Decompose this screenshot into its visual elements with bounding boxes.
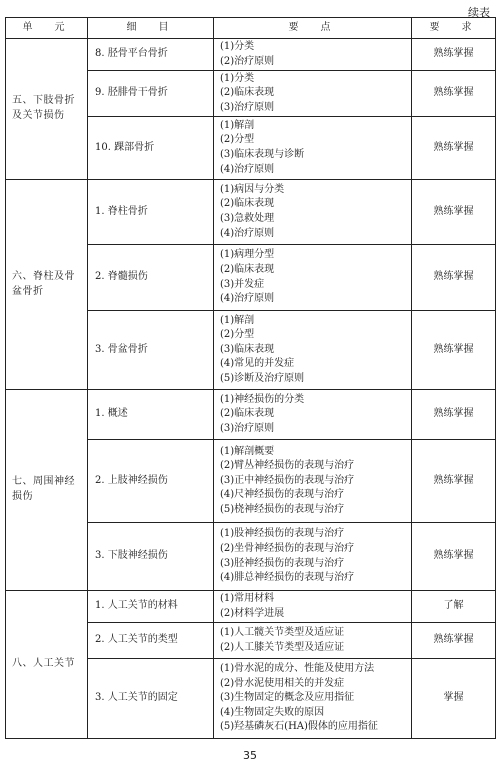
point-line: (3)治疗原则 xyxy=(220,101,275,113)
point-line: (4)生物固定失败的原因 xyxy=(220,706,325,718)
points-cell xyxy=(214,440,412,523)
item-cell: 9. 胫腓骨干骨折 xyxy=(88,71,214,117)
table-row xyxy=(6,39,496,71)
point-line: (3)临床表现 xyxy=(220,343,275,355)
header-item: 细 目 xyxy=(88,18,214,39)
point-line: (2)临床表现 xyxy=(220,87,275,99)
syllabus-table xyxy=(5,17,496,739)
point-line: (2)分型 xyxy=(220,134,255,146)
requirement-cell: 掌握 xyxy=(412,659,496,739)
point-line: (1)解剖 xyxy=(220,119,255,131)
requirement-cell: 熟练掌握 xyxy=(412,117,496,180)
item-cell: 3. 下肢神经损伤 xyxy=(88,523,214,591)
point-line: (2)临床表现 xyxy=(220,198,275,210)
requirement-cell: 熟练掌握 xyxy=(412,440,496,523)
point-line: (2)治疗原则 xyxy=(220,55,275,67)
item-cell: 10. 踝部骨折 xyxy=(88,117,214,180)
requirement-cell: 熟练掌握 xyxy=(412,523,496,591)
point-line: (2)分型 xyxy=(220,329,255,341)
point-line: (1)神经损伤的分类 xyxy=(220,393,305,405)
item-cell: 1. 概述 xyxy=(88,390,214,440)
point-line: (3)胫神经损伤的表现与治疗 xyxy=(220,557,345,569)
requirement-cell: 了解 xyxy=(412,591,496,623)
points-cell xyxy=(214,623,412,659)
point-line: (2)坐骨神经损伤的表现与治疗 xyxy=(220,542,355,554)
table-row xyxy=(6,390,496,440)
point-line: (1)股神经损伤的表现与治疗 xyxy=(220,528,345,540)
points-cell xyxy=(214,311,412,390)
requirement-cell: 熟练掌握 xyxy=(412,245,496,311)
points-cell xyxy=(214,659,412,739)
point-line: (1)骨水泥的成分、性能及使用方法 xyxy=(220,663,375,675)
requirement-cell: 熟练掌握 xyxy=(412,180,496,245)
table-body xyxy=(6,39,496,739)
item-cell: 3. 骨盆骨折 xyxy=(88,311,214,390)
unit-cell: 五、下肢骨折及关节损伤 xyxy=(6,39,88,180)
item-cell: 2. 脊髓损伤 xyxy=(88,245,214,311)
point-line: (4)尺神经损伤的表现与治疗 xyxy=(220,489,345,501)
point-line: (2)骨水泥使用相关的并发症 xyxy=(220,677,345,689)
point-line: (1)病因与分类 xyxy=(220,183,285,195)
point-line: (4)治疗原则 xyxy=(220,227,275,239)
header-requirement: 要 求 xyxy=(412,18,496,39)
point-line: (4)治疗原则 xyxy=(220,293,275,305)
point-line: (2)臂丛神经损伤的表现与治疗 xyxy=(220,460,355,472)
item-cell: 2. 人工关节的类型 xyxy=(88,623,214,659)
point-line: (2)人工膝关节类型及适应证 xyxy=(220,641,345,653)
point-line: (5)诊断及治疗原则 xyxy=(220,372,305,384)
point-line: (1)分类 xyxy=(220,72,255,84)
item-cell: 3. 人工关节的固定 xyxy=(88,659,214,739)
unit-cell: 七、周围神经损伤 xyxy=(6,390,88,591)
item-cell: 8. 胫骨平台骨折 xyxy=(88,39,214,71)
requirement-cell: 熟练掌握 xyxy=(412,39,496,71)
point-line: (3)正中神经损伤的表现与治疗 xyxy=(220,474,355,486)
point-line: (4)常见的并发症 xyxy=(220,358,295,370)
point-line: (1)解剖概要 xyxy=(220,445,275,457)
header-points: 要 点 xyxy=(214,18,412,39)
points-cell xyxy=(214,245,412,311)
point-line: (1)病理分型 xyxy=(220,249,275,261)
points-cell xyxy=(214,71,412,117)
point-line: (5)桡神经损伤的表现与治疗 xyxy=(220,503,345,515)
point-line: (3)临床表现与诊断 xyxy=(220,149,305,160)
requirement-cell: 熟练掌握 xyxy=(412,71,496,117)
continued-label: 续表 xyxy=(468,6,490,19)
points-cell xyxy=(214,390,412,440)
points-cell xyxy=(214,591,412,623)
point-line: (1)常用材料 xyxy=(220,592,275,604)
point-line: (4)治疗原则 xyxy=(220,163,275,175)
point-line: (3)生物固定的概念及应用指征 xyxy=(220,692,355,704)
point-line: (1)解剖 xyxy=(220,314,255,326)
point-line: (4)腓总神经损伤的表现与治疗 xyxy=(220,572,355,584)
points-cell xyxy=(214,180,412,245)
item-cell: 1. 人工关节的材料 xyxy=(88,591,214,623)
item-cell: 1. 脊柱骨折 xyxy=(88,180,214,245)
points-cell xyxy=(214,117,412,180)
points-cell xyxy=(214,523,412,591)
point-line: (5)羟基磷灰石(HA)假体的应用指征 xyxy=(220,721,378,733)
table-header xyxy=(6,18,496,39)
point-line: (3)急救处理 xyxy=(220,213,275,224)
points-cell xyxy=(214,39,412,71)
table-row xyxy=(6,180,496,245)
point-line: (2)临床表现 xyxy=(220,408,275,420)
point-line: (1)人工髋关节类型及适应证 xyxy=(220,626,345,638)
unit-cell: 六、脊柱及骨盆骨折 xyxy=(6,180,88,390)
point-line: (1)分类 xyxy=(220,40,255,52)
point-line: (3)治疗原则 xyxy=(220,422,275,434)
page-number: 35 xyxy=(243,749,257,762)
requirement-cell: 熟练掌握 xyxy=(412,311,496,390)
point-line: (2)临床表现 xyxy=(220,263,275,275)
requirement-cell: 熟练掌握 xyxy=(412,623,496,659)
requirement-cell: 熟练掌握 xyxy=(412,390,496,440)
table-row xyxy=(6,591,496,623)
header-unit: 单 元 xyxy=(6,18,88,39)
point-line: (2)材料学进展 xyxy=(220,607,285,619)
item-cell: 2. 上肢神经损伤 xyxy=(88,440,214,523)
point-line: (3)并发症 xyxy=(220,278,265,290)
unit-cell: 八、人工关节 xyxy=(6,591,88,739)
